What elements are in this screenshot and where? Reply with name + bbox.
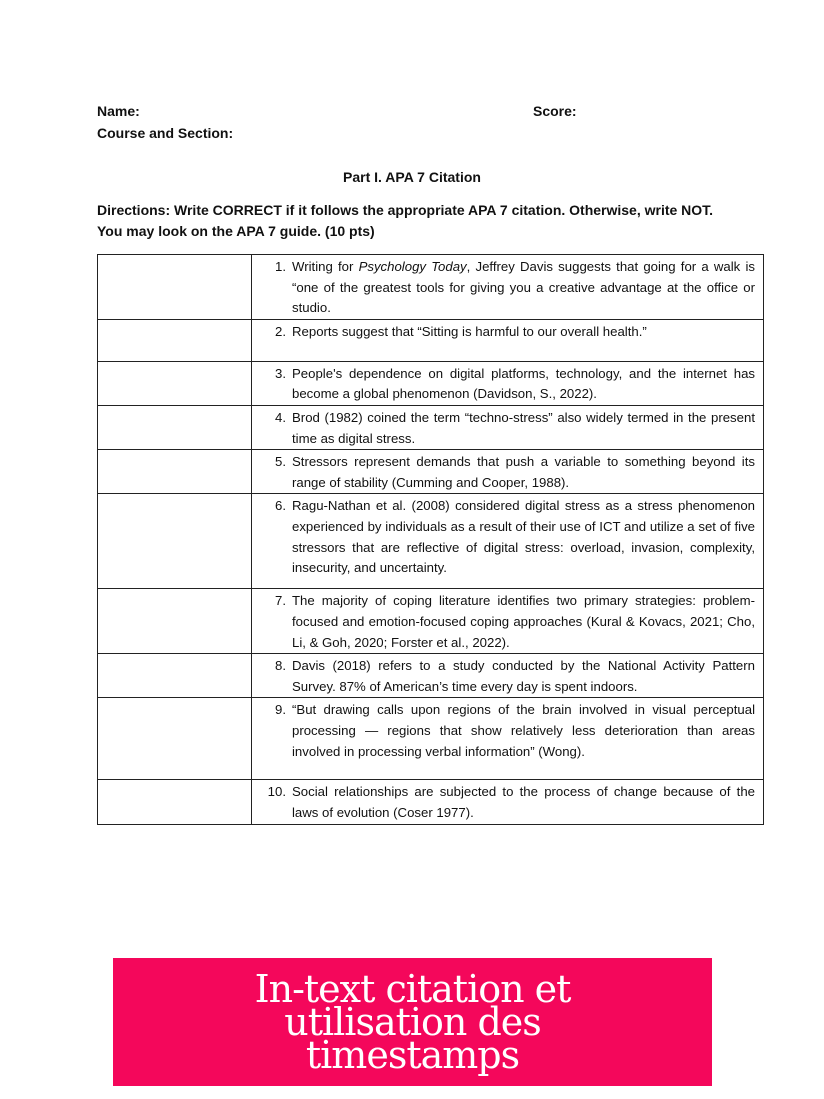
list-item xyxy=(260,656,755,697)
list-item xyxy=(260,452,755,493)
item-cell xyxy=(252,654,764,698)
table-row xyxy=(98,698,764,780)
answer-cell[interactable] xyxy=(98,589,252,654)
item-cell xyxy=(252,361,764,405)
publication-title: Psychology Today xyxy=(358,259,467,274)
answer-cell[interactable] xyxy=(98,450,252,494)
item-text: Ragu-Nathan et al. (2008) considered digital stress as a stress phenomenon experienced by individuals as a result of their use of ICT and utilize a set of five stressors that are reflective of digital stress: overload, invasion, complexity, insecurity, and uncertainty. xyxy=(292,498,755,576)
answer-cell[interactable] xyxy=(98,361,252,405)
item-text: People's dependence on digital platforms, technology, and the internet has become a global phenomenon (Davidson, S., 2022). xyxy=(292,365,755,402)
answer-cell[interactable] xyxy=(98,780,252,824)
item-cell xyxy=(252,450,764,494)
answer-cell[interactable] xyxy=(98,698,252,780)
list-item xyxy=(260,364,755,405)
item-number: 6. xyxy=(275,498,286,514)
item-cell xyxy=(252,405,764,449)
directions: Directions: Write CORRECT if it follows the appropriate APA 7 citation. Otherwise, write NOT. You may look on the APA 7 guide. (10 pts) xyxy=(97,202,714,239)
table-row xyxy=(98,361,764,405)
citation-table xyxy=(97,254,764,825)
table-row xyxy=(98,405,764,449)
list-item xyxy=(260,408,755,449)
part-title: Part I. APA 7 Citation xyxy=(343,169,481,185)
item-number: 8. xyxy=(275,658,286,674)
list-item xyxy=(260,591,755,653)
score-label: Score: xyxy=(533,103,577,119)
item-text: Davis (2018) refers to a study conducted by the National Activity Pattern Survey. 87% of American’s time every day is spent indoors. xyxy=(292,658,755,694)
item-text: Writing for Psychology Today, Jeffrey Davis suggests that going for a walk is “one of the greatest tools for giving you a creative advantage at the office or studio. xyxy=(292,259,755,316)
list-item xyxy=(260,322,755,343)
course-section-label: Course and Section: xyxy=(97,125,234,141)
table-row xyxy=(98,780,764,824)
item-number: 5. xyxy=(275,454,286,470)
list-item xyxy=(260,782,755,823)
item-cell xyxy=(252,319,764,361)
item-text: Reports suggest that “Sitting is harmful to our overall health.” xyxy=(292,323,647,339)
item-number: 1. xyxy=(275,259,286,274)
item-text: Stressors represent demands that push a variable to something beyond its range of stability (Cumming and Cooper, 1988). xyxy=(292,454,755,490)
table-row xyxy=(98,319,764,361)
list-item xyxy=(260,496,755,578)
item-number: 3. xyxy=(275,365,286,381)
table-row xyxy=(98,255,764,320)
title-banner xyxy=(113,958,712,1086)
item-text: Social relationships are subjected to the process of change because of the laws of evolution (Coser 1977). xyxy=(292,784,755,820)
list-item xyxy=(260,257,755,319)
item-text: “But drawing calls upon regions of the brain involved in visual perceptual processing — regions that show relatively less deterioration than areas involved in processing verbal information” (Wong). xyxy=(292,702,755,759)
table-row xyxy=(98,589,764,654)
answer-cell[interactable] xyxy=(98,319,252,361)
answer-cell[interactable] xyxy=(98,255,252,320)
item-number: 9. xyxy=(275,702,286,718)
name-label: Name: xyxy=(97,103,140,119)
table-row xyxy=(98,654,764,698)
answer-cell[interactable] xyxy=(98,654,252,698)
item-number: 4. xyxy=(275,409,286,425)
table-row xyxy=(98,494,764,589)
item-cell xyxy=(252,589,764,654)
answer-cell[interactable] xyxy=(98,405,252,449)
answer-cell[interactable] xyxy=(98,494,252,589)
item-cell xyxy=(252,494,764,589)
item-cell xyxy=(252,255,764,320)
banner-title: In-text citation et utilisation des timestamps xyxy=(254,966,571,1077)
item-cell xyxy=(252,698,764,780)
item-text: Brod (1982) coined the term “techno-stress” also widely termed in the present time as digital stress. xyxy=(292,409,755,446)
table-row xyxy=(98,450,764,494)
item-number: 7. xyxy=(275,593,286,609)
item-number: 2. xyxy=(275,323,286,339)
item-number: 10. xyxy=(267,784,286,800)
item-cell xyxy=(252,780,764,824)
item-text: The majority of coping literature identifies two primary strategies: problem-focused and emotion-focused coping approaches (Kural & Kovacs, 2021; Cho, Li, & Goh, 2020; Forster et al., 2022). xyxy=(292,593,755,650)
list-item xyxy=(260,700,755,762)
